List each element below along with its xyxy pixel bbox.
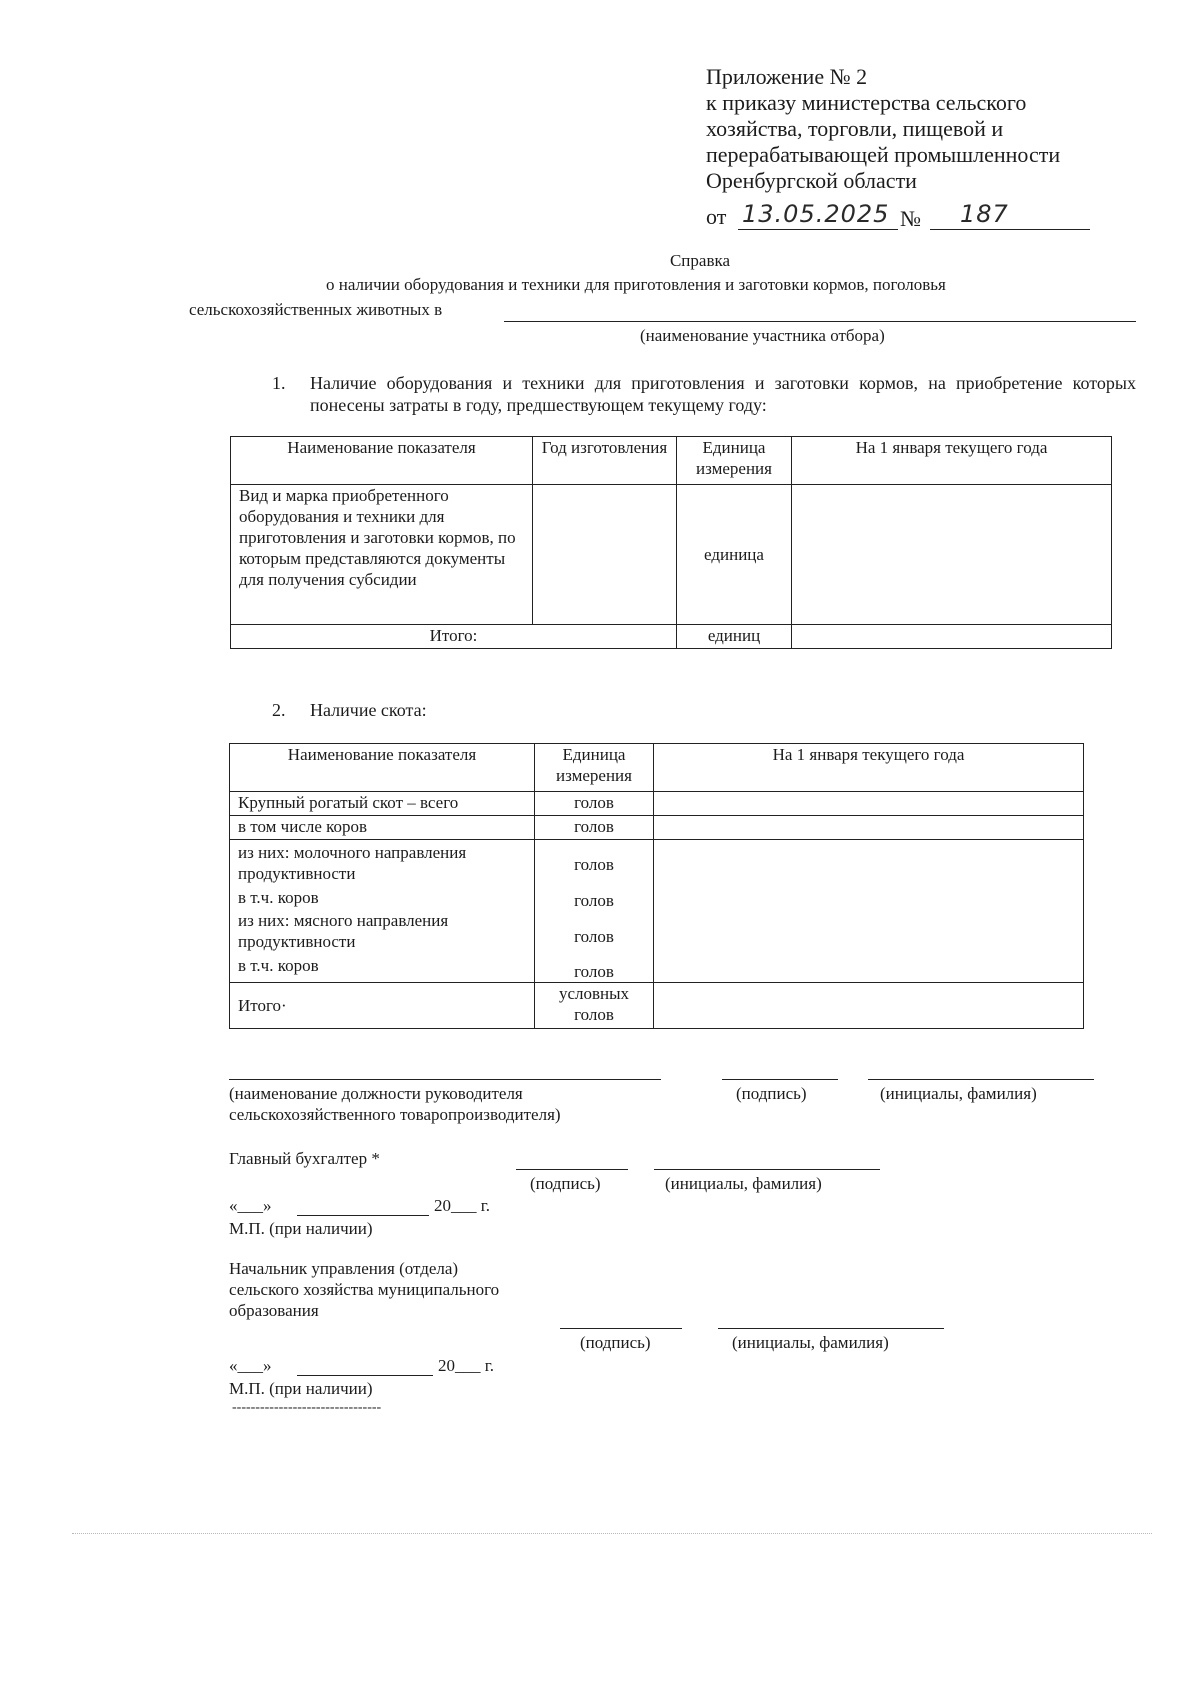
doc-subtitle: о наличии оборудования и техники для приготовления и заготовки кормов, поголовья <box>326 275 946 294</box>
row-label-group <box>230 840 535 983</box>
livestock-table <box>229 743 1084 1029</box>
row-unit: голов <box>574 891 614 910</box>
date-day: «___» <box>229 1196 272 1215</box>
signature-line <box>516 1168 628 1170</box>
signature-caption: (подпись) <box>530 1174 601 1193</box>
row-label: в т.ч. коров <box>238 888 319 907</box>
date-month-line <box>297 1214 429 1216</box>
handwritten-date: 13.05.2025 <box>742 200 890 228</box>
dept-head-label: Начальник управления (отдела) сельского хозяйства муниципального образования <box>229 1259 500 1320</box>
row-label: в том числе коров <box>230 816 535 840</box>
participant-field <box>504 320 1136 322</box>
row-value <box>654 840 1084 983</box>
row-unit: голов <box>574 962 614 981</box>
row-label: из них: мясного направления продуктивности <box>238 911 449 951</box>
row-label: Вид и марка приобретенного оборудования и техники для приготовления и заготовки кормов, по которым представляются документы для получения субсидии <box>231 485 533 625</box>
col-header: На 1 января текущего года <box>792 437 1112 485</box>
cell-year <box>533 485 677 625</box>
handwritten-number: 187 <box>960 200 1009 228</box>
date-day: «___» <box>229 1356 272 1375</box>
appendix-line: перерабатывающей промышленности <box>706 142 1061 167</box>
signature-line <box>560 1327 682 1329</box>
signature-caption: (подпись) <box>580 1333 651 1352</box>
col-header: Единица измерения <box>535 744 654 792</box>
section1-text: Наличие оборудования и техники для приготовления и заготовки кормов, на приобретение которых понесены затраты в году, предшествующем текущему году: <box>310 373 1136 415</box>
signature-caption: (подпись) <box>736 1084 807 1103</box>
row-unit: голов <box>535 792 654 816</box>
date-year: 20___ г. <box>438 1356 495 1375</box>
doc-title: Справка <box>669 251 731 270</box>
number-label: № <box>900 206 921 231</box>
initials-line <box>654 1168 880 1170</box>
date-month-line <box>297 1374 433 1376</box>
section1-number: 1. <box>272 373 286 393</box>
total-value <box>654 983 1084 1029</box>
scan-artifact-line <box>72 1533 1152 1534</box>
position-line <box>229 1078 661 1080</box>
initials-caption: (инициалы, фамилия) <box>665 1174 822 1193</box>
participant-caption: (наименование участника отбора) <box>640 326 885 345</box>
cell-value <box>792 485 1112 625</box>
initials-caption: (инициалы, фамилия) <box>880 1084 1037 1103</box>
row-unit-group <box>535 840 654 983</box>
cell-unit: единица <box>677 485 792 625</box>
number-field <box>930 228 1090 230</box>
total-value <box>792 625 1112 649</box>
col-header: Год изготовления <box>533 437 677 485</box>
col-header: Наименование показателя <box>230 744 535 792</box>
initials-line <box>868 1078 1094 1080</box>
date-field <box>738 228 898 230</box>
section2-number: 2. <box>272 700 286 720</box>
chief-accountant-label: Главный бухгалтер * <box>229 1149 380 1168</box>
stamp-label: М.П. (при наличии) <box>229 1379 373 1398</box>
appendix-line: Приложение № 2 <box>706 64 868 89</box>
row-label: в т.ч. коров <box>238 956 319 975</box>
row-label: Крупный рогатый скот – всего <box>230 792 535 816</box>
total-unit: условных голов <box>535 983 654 1029</box>
appendix-line: хозяйства, торговли, пищевой и <box>706 116 1004 141</box>
from-label: от <box>706 204 727 229</box>
initials-caption: (инициалы, фамилия) <box>732 1333 889 1352</box>
row-value <box>654 816 1084 840</box>
equipment-table <box>230 436 1112 649</box>
row-value <box>654 792 1084 816</box>
position-caption: (наименование должности руководителя сельскохозяйственного товаропроизводителя) <box>229 1084 561 1124</box>
footer-dashes: -------------------------------- <box>232 1400 382 1415</box>
appendix-date-line <box>706 204 726 230</box>
col-header: Наименование показателя <box>231 437 533 485</box>
row-label: из них: молочного направления продуктивности <box>238 843 467 883</box>
col-header: Единица измерения <box>677 437 792 485</box>
date-year: 20___ г. <box>434 1196 491 1215</box>
initials-line <box>718 1327 944 1329</box>
total-label: Итого· <box>230 983 535 1029</box>
doc-subtitle-2: сельскохозяйственных животных в <box>189 300 443 319</box>
total-unit: единиц <box>677 625 792 649</box>
appendix-block <box>706 64 1060 194</box>
row-unit: голов <box>535 816 654 840</box>
col-header: На 1 января текущего года <box>654 744 1084 792</box>
row-unit: голов <box>574 927 614 946</box>
appendix-line: к приказу министерства сельского <box>706 90 1027 115</box>
row-unit: голов <box>574 855 614 874</box>
appendix-line: Оренбургской области <box>706 168 917 193</box>
stamp-label: М.П. (при наличии) <box>229 1219 373 1238</box>
signature-line <box>722 1078 838 1080</box>
section2-text: Наличие скота: <box>310 700 427 720</box>
total-label: Итого: <box>231 625 677 649</box>
